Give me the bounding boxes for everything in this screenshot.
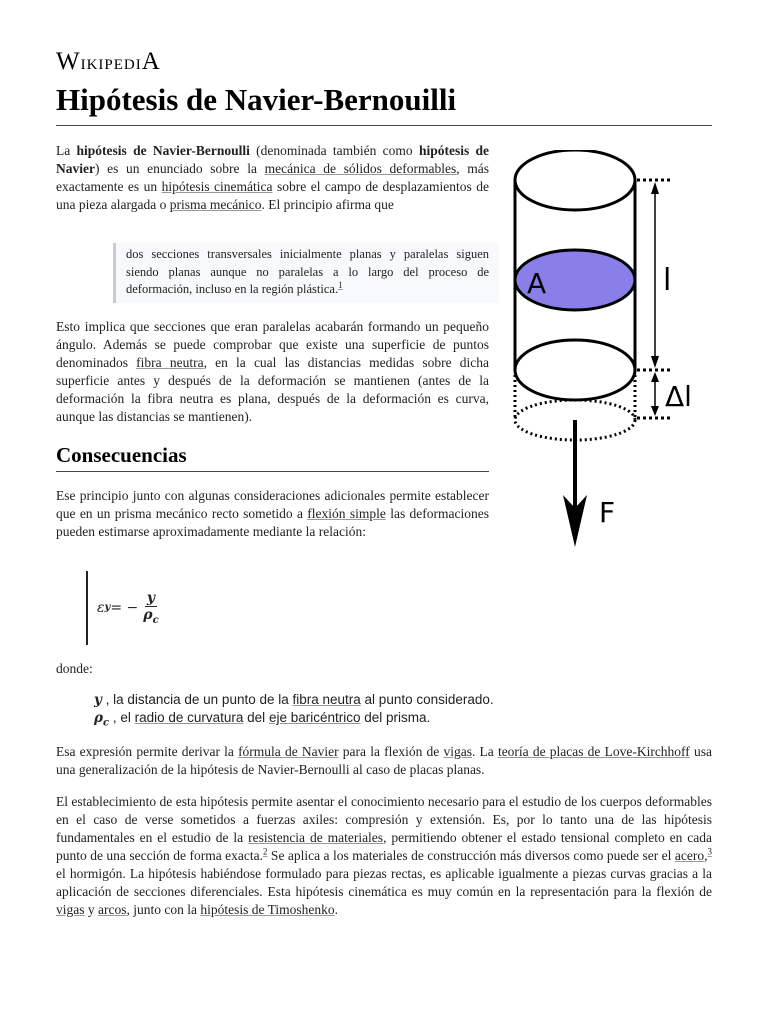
para5-text-1: El establecimiento de esta hipótesis permite asentar el conocimiento necesario para el estudio de los cuerpos deformables en el caso de verse sometidos a fuerzas axiles: compresión y extensión. Es, por lo tanto una de las hipótesis fundamentales en el estudio de la — [56, 794, 712, 845]
formula-epsilon: ε — [97, 599, 105, 616]
link-acero[interactable]: acero — [674, 848, 705, 863]
link-teoria-placas[interactable]: teoría de placas de Love-Kirchhoff — [497, 744, 690, 759]
para3-text-2: las deformaciones pueden estimarse aproximadamente mediante la relación: — [56, 506, 489, 539]
label-force: F — [599, 496, 616, 529]
blockquote — [113, 243, 499, 303]
symbol-y: y — [94, 692, 102, 708]
link-hipotesis-timoshenko[interactable]: hipótesis de Timoshenko — [200, 902, 335, 917]
intro-text-3: ) es un enunciado sobre la — [94, 161, 265, 176]
def-rho-text-3: del prisma. — [360, 710, 431, 725]
link-flexion-simple[interactable]: flexión simple — [307, 506, 386, 521]
section-divider — [56, 471, 489, 472]
intro-text-1: La — [56, 143, 77, 158]
def-y-text-1: , la distancia de un punto de la — [101, 692, 293, 707]
donde-label: donde: — [56, 661, 93, 676]
logo-letter-w: W — [56, 48, 81, 75]
para5-text-7: , junto con la — [126, 902, 201, 917]
delta-arrow-bottom — [651, 406, 659, 416]
link-fibra-neutra[interactable]: fibra neutra — [136, 355, 204, 370]
logo-letters-middle: ikipedi — [80, 49, 142, 74]
page-title: Hipótesis de Navier-Bernouilli — [56, 82, 457, 117]
bottom-ellipse — [515, 340, 635, 400]
reference-3[interactable]: 3 — [707, 846, 712, 857]
logo-letter-a: A — [141, 48, 161, 75]
link-formula-navier[interactable]: fórmula de Navier — [238, 744, 339, 759]
formula-equals: = − — [110, 599, 139, 616]
para5-text-5: el hormigón. La hipótesis habiéndose formulado para piezas rectas, es aplicable igualmente a piezas curvas gracias a la aplicación de secciones diferenciales. Esta hipótesis cinemática es muy común en la representación para la flexión de — [56, 866, 712, 899]
wikipedia-logo[interactable] — [56, 48, 161, 76]
para5-text-4: , — [704, 848, 708, 863]
para4-text-2: para la flexión de — [338, 744, 444, 759]
intro-text-2: (denominada también como — [249, 143, 419, 158]
link-prisma-mecanico[interactable]: prisma mecánico — [169, 197, 262, 212]
title-divider — [56, 125, 712, 126]
symbol-rho-sub: c — [102, 717, 110, 729]
paragraph-5 — [56, 793, 712, 919]
para5-text-8: . — [334, 902, 339, 917]
intro-bold-2: hipótesis de Navier — [56, 143, 490, 176]
paragraph-2 — [56, 318, 489, 426]
label-delta-length: Δl — [665, 380, 692, 413]
formula-rho-sub: c — [152, 614, 159, 626]
definitions-list — [94, 691, 494, 733]
link-radio-curvatura[interactable]: radio de curvatura — [134, 710, 244, 725]
definition-y — [94, 691, 494, 709]
paragraph-4 — [56, 743, 712, 779]
length-arrow-bottom — [651, 356, 659, 368]
top-ellipse — [515, 150, 635, 210]
formula-rho: ρ — [143, 607, 153, 623]
formula — [97, 590, 161, 626]
link-resistencia-materiales[interactable]: resistencia de materiales — [248, 830, 384, 845]
section-title-consecuencias: Consecuencias — [56, 443, 187, 467]
formula-epsilon-sub: y — [104, 602, 111, 614]
para5-text-6: y — [84, 902, 98, 917]
link-arcos[interactable]: arcos — [98, 902, 127, 917]
formula-bar — [86, 571, 88, 645]
def-rho-text-2: del — [243, 710, 269, 725]
symbol-rho: ρ — [94, 710, 103, 726]
paragraph-3 — [56, 487, 489, 541]
def-y-text-2: al punto considerado. — [360, 692, 494, 707]
para4-text-1: Esa expresión permite derivar la — [56, 744, 239, 759]
delta-arrow-top — [651, 372, 659, 382]
para2-text-1: Esto implica que secciones que eran paralelas acabarán formando un pequeño ángulo. Además se puede comprobar que existe una superficie de puntos denominados — [56, 319, 489, 370]
def-rho-text-1: , el — [109, 710, 135, 725]
reference-2[interactable]: 2 — [262, 846, 268, 857]
definition-rho — [94, 709, 494, 733]
para5-text-2: , permitiendo obtener el estado tensional completo en cada punto de una sección de forma exacta. — [56, 830, 713, 863]
intro-text-5: sobre el campo de desplazamientos de una pieza alargada o — [56, 179, 489, 212]
link-hipotesis-cinematica[interactable]: hipótesis cinemática — [161, 179, 273, 194]
link-vigas[interactable]: vigas — [443, 744, 472, 759]
para5-text-3: Se aplica a los materiales de construcción más diversos como puede ser el — [267, 848, 675, 863]
formula-denominator — [141, 607, 160, 626]
label-length: l — [663, 263, 672, 298]
link-eje-baricentrico[interactable]: eje baricéntrico — [268, 710, 361, 725]
intro-paragraph — [56, 142, 489, 214]
formula-fraction — [141, 590, 160, 626]
link-vigas-2[interactable]: vigas — [56, 902, 85, 917]
intro-text-4: , más exactamente es un — [56, 161, 490, 194]
intro-text-6: . El principio afirma que — [261, 197, 394, 212]
para4-text-4: usa una generalización de la hipótesis de Navier-Bernoulli al caso de placas planas. — [56, 744, 712, 777]
intro-bold-1: hipótesis de Navier-Bernoulli — [76, 143, 250, 158]
para4-text-3: . La — [471, 744, 498, 759]
para3-text-1: Ese principio junto con algunas consideraciones adicionales permite establecer que en un prisma mecánico recto sometido a — [56, 488, 489, 521]
length-arrow-top — [651, 182, 659, 194]
formula-numerator: y — [146, 590, 156, 606]
cylinder-deformation-diagram — [505, 150, 715, 550]
reference-1[interactable]: 1 — [338, 280, 343, 291]
para2-text-2: , en la cual las distancias medidas sobre dicha superficie antes y después de la deformación se mantienen (antes de la deformación la fibra neutra es plana, después de la deformación es curva, aunque las distancias se mantienen). — [56, 355, 489, 424]
link-fibra-neutra-2[interactable]: fibra neutra — [292, 692, 361, 707]
quote-text: dos secciones transversales inicialmente planas y paralelas siguen siendo planas aunque no paralelas a lo largo del proceso de deformación, incluso en la región plástica. — [126, 247, 489, 297]
link-mecanica-solidos[interactable]: mecánica de sólidos deformables — [264, 161, 457, 176]
label-area: A — [527, 267, 547, 300]
